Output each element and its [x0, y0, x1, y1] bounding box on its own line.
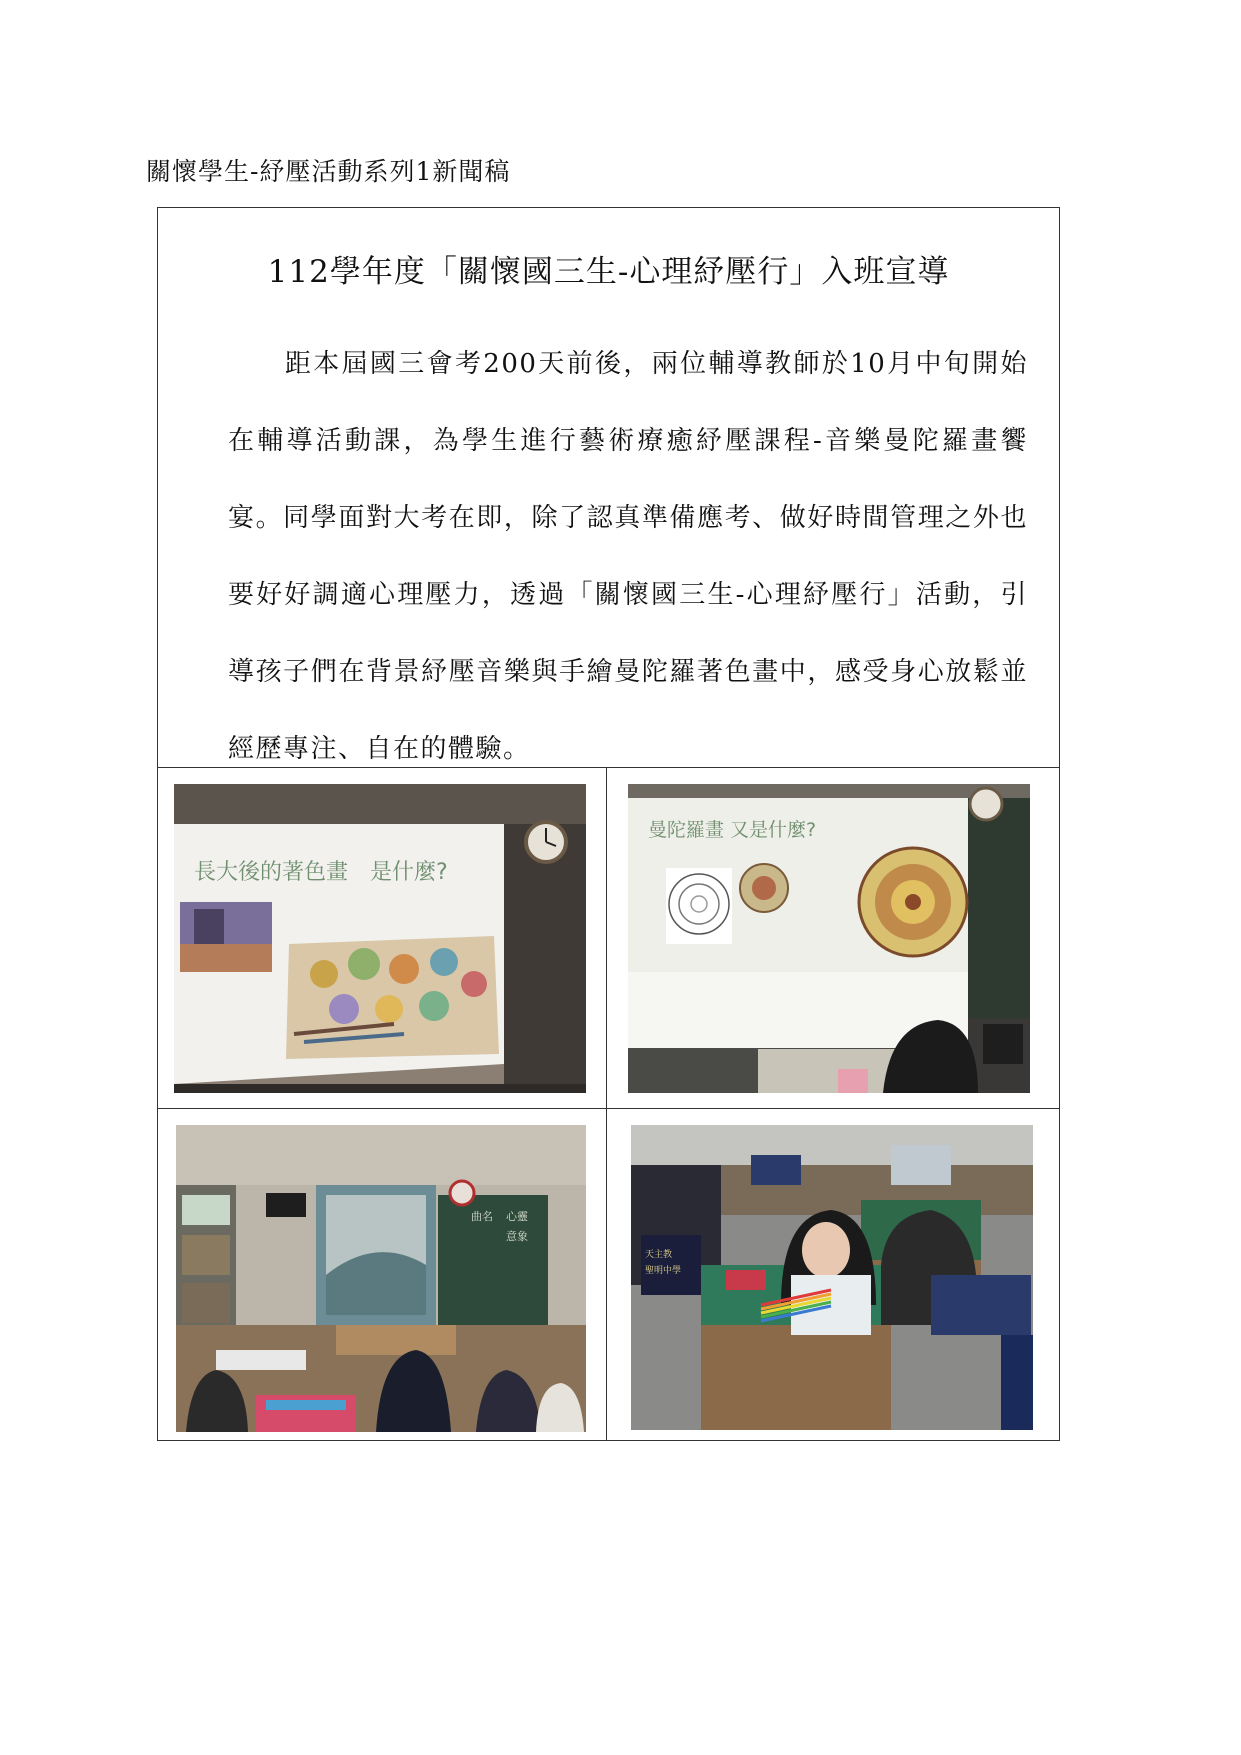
slide-2-title: 曼陀羅畫 又是什麼? — [648, 819, 817, 841]
document-header: 關懷學生-紓壓活動系列1新聞稿 — [146, 157, 511, 186]
photo-row-2 — [158, 1109, 1059, 1440]
board-text-3: 意象 — [506, 1230, 528, 1243]
photo-row-1 — [158, 768, 1059, 1109]
board-text-2: 心靈 — [506, 1210, 528, 1223]
article-title: 112學年度「關懷國三生-心理紓壓行」入班宣導 — [267, 254, 950, 290]
article-cell — [158, 208, 1059, 768]
cell-divider — [606, 1109, 607, 1440]
slide-1-title: 長大後的著色畫 是什麼? — [194, 860, 448, 885]
news-table — [157, 207, 1060, 1441]
photo-students-drawing — [631, 1125, 1033, 1430]
bag-text-2: 聖明中學 — [645, 1266, 682, 1276]
photo-classroom-projector — [176, 1125, 586, 1432]
bag-text-1: 天主教 — [645, 1250, 673, 1260]
article-body — [228, 326, 1028, 788]
board-text-1: 曲名 — [471, 1210, 493, 1223]
cell-divider — [606, 768, 607, 1108]
photo-slide-coloring — [174, 784, 586, 1093]
article-body-text: 距本屆國三會考200天前後，兩位輔導教師於10月中旬開始在輔導活動課，為學生進行藝術療癒紓壓課程-音樂曼陀羅畫饗宴。同學面對大考在即，除了認真準備應考、做好時間管理之外也要好好調適心理壓力，透過「關懷國三生-心理紓壓行」活動，引導孩子們在背景紓壓音樂與手繪曼陀羅著色畫中，感受身心放鬆並經歷專注、自在的體驗。 — [228, 349, 1028, 764]
photo-slide-mandala — [628, 784, 1030, 1093]
